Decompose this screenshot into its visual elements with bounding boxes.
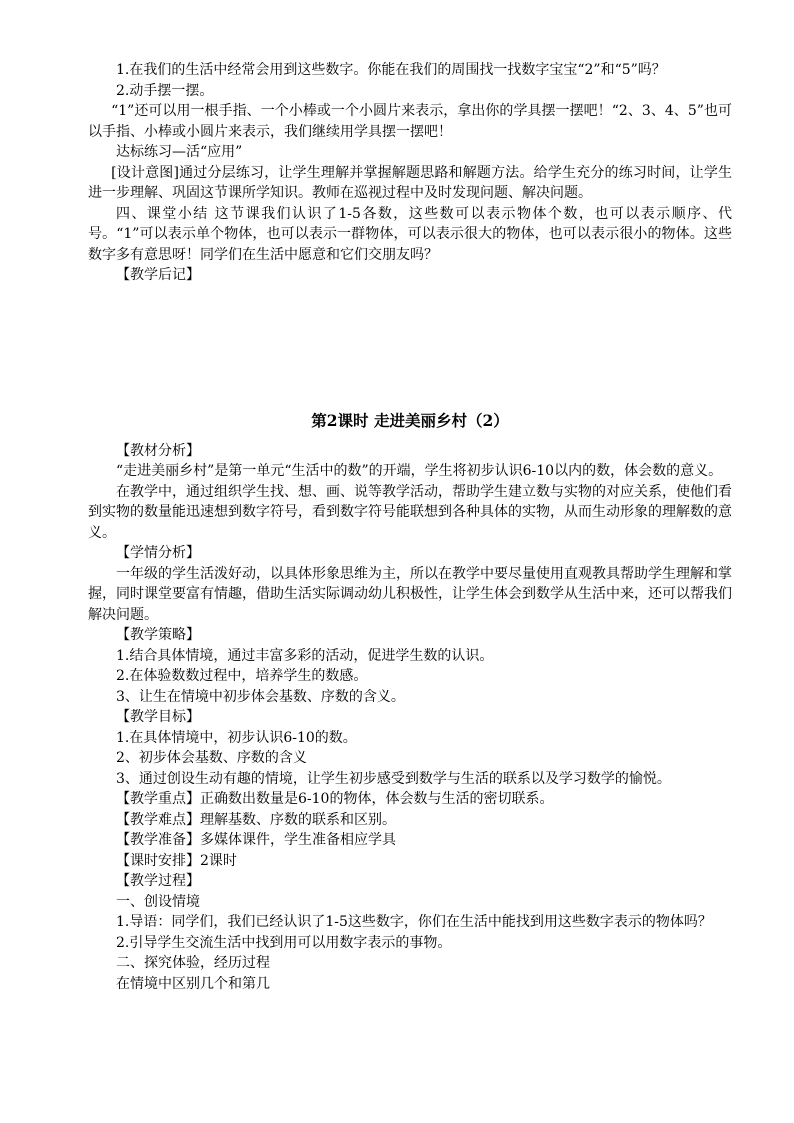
- heading-teaching-process: 【教学过程】: [116, 873, 200, 889]
- heading-create-situation: 一、创设情境: [116, 893, 200, 910]
- paragraph-manipulatives: “1”还可以用一根手指、一个小棒或一个小圆片来表示，拿出你的学具摆一摆吧！“2、3、4、5”也可以手指、小棒或小圆片来表示，我们继续用学具摆一摆吧！: [88, 103, 732, 140]
- list-item-strategy-3: 3、让生在情境中初步体会基数、序数的含义。: [116, 688, 405, 705]
- list-item-introduction: 1.导语：同学们，我们已经认识了1-5这些数字，你们在生活中能找到用这些数字表示的物体吗？: [116, 914, 712, 930]
- heading-learner-analysis: 【学情分析】: [116, 545, 200, 561]
- paragraph-find-numbers: 1.在我们的生活中经常会用到这些数字。你能在我们的周围找一找数字宝宝“2”和“5”吗？: [116, 62, 666, 78]
- paragraph-teaching-activities: 在教学中，通过组织学生找、想、画、说等教学活动，帮助学生建立数与实物的对应关系，使他们看到实物的数量能迅速想到数字符号，看到数字符号能联想到各种具体的实物，从而生动形象的理解数的意义。: [88, 483, 732, 541]
- heading-explore-experience: 二、探究体验，经历过程: [116, 955, 270, 971]
- list-item-guide-students: 2.引导学生交流生活中找到用可以用数字表示的事物。: [116, 934, 452, 951]
- heading-teaching-postscript: 【教学后记】: [116, 267, 200, 283]
- paragraph-class-summary: 四、课堂小结 这节课我们认识了1-5各数，这些数可以表示物体个数，也可以表示顺序、代号。“1”可以表示单个物体，也可以表示一群物体，可以表示很大的物体，也可以表示很小的物体。这些数字多有意思呀！同学们在生活中愿意和它们交朋友吗？: [88, 205, 732, 263]
- list-item-goal-1: 1.在具体情境中，初步认识6-10的数。: [116, 729, 357, 746]
- list-item-strategy-1: 1.结合具体情境，通过丰富多彩的活动，促进学生数的认识。: [116, 647, 494, 664]
- lesson-title: 第2课时 走进美丽乡村（2）: [311, 410, 509, 430]
- blank-space: [88, 286, 732, 410]
- heading-teaching-goals: 【教学目标】: [116, 709, 200, 725]
- paragraph-distinguish-ordinal: 在情境中区别几个和第几: [116, 975, 270, 992]
- document-page: [88, 60, 732, 994]
- paragraph-preparation: 【教学准备】多媒体课件，学生准备相应学具: [116, 832, 396, 848]
- list-item-goal-3: 3、通过创设生动有趣的情境，让学生初步感受到数学与生活的联系以及学习数学的愉悦。: [116, 770, 671, 787]
- list-item-goal-2: 2、初步体会基数、序数的含义: [116, 750, 307, 766]
- paragraph-key-points: 【教学重点】正确数出数量是6-10的物体，体会数与生活的密切联系。: [116, 791, 554, 807]
- heading-material-analysis: 【教材分析】: [116, 442, 200, 459]
- paragraph-difficult-points: 【教学难点】理解基数、序数的联系和区别。: [116, 811, 396, 828]
- paragraph-material-analysis: “走进美丽乡村”是第一单元“生活中的数”的开端，学生将初步认识6-10以内的数，体会数的意义。: [116, 463, 723, 479]
- heading-teaching-strategy: 【教学策略】: [116, 627, 200, 643]
- paragraph-schedule: 【课时安排】2课时: [116, 852, 237, 869]
- paragraph-design-intent: [设计意图]通过分层练习，让学生理解并掌握解题思路和解题方法。给学生充分的练习时间，让学生进一步理解、巩固这节课所学知识。教师在巡视过程中及时发现问题、解决问题。: [88, 164, 732, 201]
- list-item-strategy-2: 2.在体验数数过程中，培养学生的数感。: [116, 668, 368, 684]
- paragraph-practice-heading: 达标练习—活“应用”: [116, 144, 243, 160]
- paragraph-hands-on: 2.动手摆一摆。: [116, 82, 214, 99]
- paragraph-learner-analysis: 一年级的学生活泼好动，以具体形象思维为主，所以在教学中要尽量使用直观教具帮助学生理解和掌握，同时课堂要富有情趣，借助生活实际调动幼儿积极性，让学生体会到数学从生活中来，还可以帮我们解决问题。: [88, 565, 732, 623]
